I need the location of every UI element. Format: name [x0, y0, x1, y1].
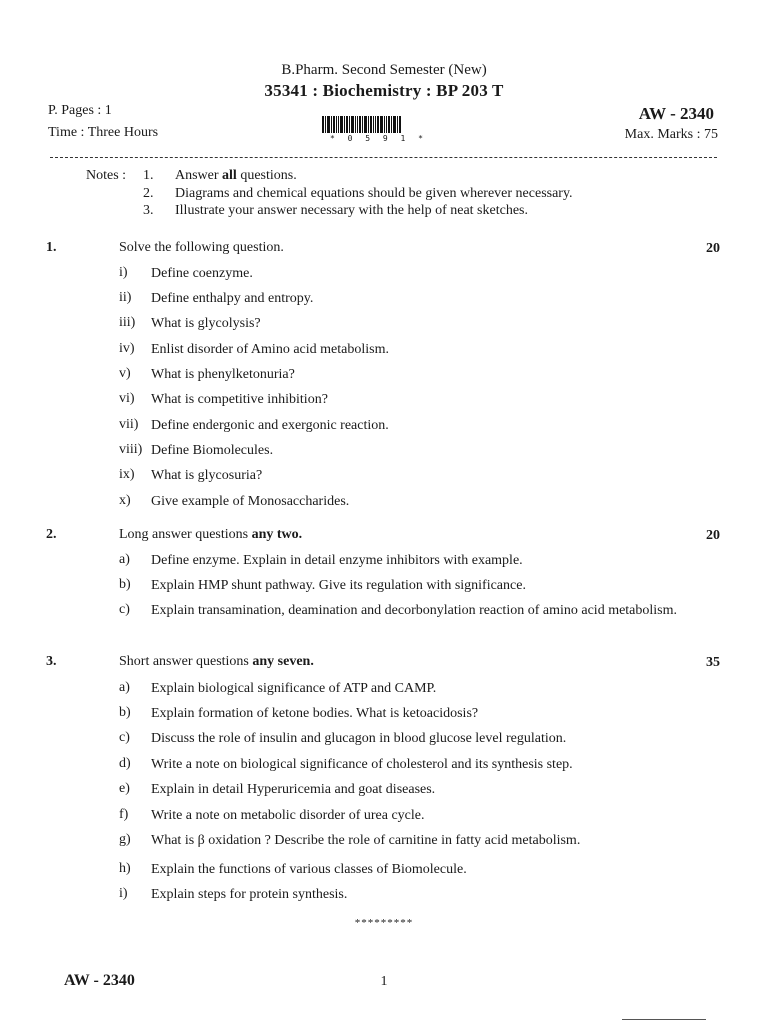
sub-question-key: i)	[119, 265, 128, 280]
sub-question	[119, 861, 679, 879]
sub-question-key: f)	[119, 807, 129, 822]
sub-question-text: Enlist disorder of Amino acid metabolism.	[151, 342, 389, 357]
note-number: 3.	[143, 203, 154, 218]
sub-question	[119, 552, 679, 570]
notes-label: Notes :	[86, 168, 127, 183]
sub-question-key: b)	[119, 577, 131, 592]
sub-question	[119, 705, 679, 723]
sub-question-text: Define enthalpy and entropy.	[151, 291, 314, 306]
paper-code: AW - 2340	[638, 104, 714, 123]
sub-question-key: iv)	[119, 341, 135, 356]
sub-question-text: What is phenylketonuria?	[151, 367, 295, 382]
sub-question	[119, 602, 679, 620]
sub-question-text: Define enzyme. Explain in detail enzyme inhibitors with example.	[151, 553, 523, 568]
barcode-image	[322, 116, 414, 133]
sub-question-text: What is competitive inhibition?	[151, 392, 328, 407]
sub-question-text: Write a note on metabolic disorder of urea cycle.	[151, 808, 425, 823]
question-number: 3.	[46, 654, 57, 669]
sub-question-key: b)	[119, 705, 131, 720]
sub-question	[119, 442, 679, 460]
sub-question-text: Explain formation of ketone bodies. What is ketoacidosis?	[151, 706, 479, 721]
sub-question-text: Define coenzyme.	[151, 266, 253, 281]
sub-question-text: Explain in detail Hyperuricemia and goat diseases.	[151, 782, 436, 797]
sub-question	[119, 417, 679, 435]
question-number: 2.	[46, 527, 57, 542]
sub-question-key: d)	[119, 756, 131, 771]
note-text: Illustrate your answer necessary with the help of neat sketches.	[175, 203, 528, 218]
sub-question-text: Explain HMP shunt pathway. Give its regulation with significance.	[151, 578, 526, 593]
sub-question	[119, 315, 679, 333]
sub-question	[119, 366, 679, 384]
barcode-number: * 0 5 9 1 *	[330, 134, 427, 143]
question-marks: 20	[706, 528, 720, 543]
question-title: Solve the following question.	[119, 240, 284, 255]
question-number: 1.	[46, 240, 57, 255]
sub-question-text: Explain transamination, deamination and decorbonylation reaction of amino acid metabolism.	[151, 603, 678, 618]
sub-question	[119, 467, 679, 485]
sub-question-key: c)	[119, 730, 130, 745]
page-count: P. Pages : 1	[48, 103, 112, 118]
sub-question-key: viii)	[119, 442, 143, 457]
sub-question-text: Explain biological significance of ATP and CAMP.	[151, 681, 437, 696]
question-marks: 35	[706, 655, 720, 670]
paper-title: 35341 : Biochemistry : BP 203 T	[264, 81, 504, 100]
sub-question	[119, 391, 679, 409]
sub-question-text: Give example of Monosaccharides.	[151, 494, 350, 509]
sub-question-key: e)	[119, 781, 130, 796]
page-number: 1	[380, 974, 388, 989]
sub-question	[119, 680, 679, 698]
sub-question	[119, 832, 679, 850]
end-marker: *********	[354, 917, 414, 929]
sub-question	[119, 756, 679, 774]
question-title: Short answer questions any seven.	[119, 654, 314, 669]
sub-question-text: Define endergonic and exergonic reaction.	[151, 418, 389, 433]
note-number: 2.	[143, 186, 154, 201]
sub-question-text: Write a note on biological significance of cholesterol and its synthesis step.	[151, 757, 573, 772]
sub-question-key: v)	[119, 366, 131, 381]
footer-paper-code: AW - 2340	[64, 972, 135, 989]
sub-question-text: What is β oxidation ? Describe the role of carnitine in fatty acid metabolism.	[151, 833, 581, 848]
sub-question-key: iii)	[119, 315, 136, 330]
sub-question-key: vii)	[119, 417, 139, 432]
sub-question-text: Define Biomolecules.	[151, 443, 274, 458]
note-item	[143, 186, 573, 202]
header-divider	[50, 157, 717, 158]
sub-question-key: a)	[119, 680, 130, 695]
sub-question-text: Discuss the role of insulin and glucagon in blood glucose level regulation.	[151, 731, 567, 746]
sub-question	[119, 341, 679, 359]
sub-question	[119, 781, 679, 799]
note-text: Diagrams and chemical equations should be given wherever necessary.	[175, 186, 573, 201]
sub-question	[119, 886, 679, 904]
sub-question-key: ix)	[119, 467, 135, 482]
sub-question-key: c)	[119, 602, 130, 617]
sub-question-text: Explain the functions of various classes of Biomolecule.	[151, 862, 467, 877]
sub-question	[119, 290, 679, 308]
sub-question	[119, 493, 679, 511]
note-number: 1.	[143, 168, 154, 183]
corner-line	[622, 1019, 706, 1020]
sub-question-text: Explain steps for protein synthesis.	[151, 887, 348, 902]
sub-question-text: What is glycosuria?	[151, 468, 263, 483]
sub-question-key: x)	[119, 493, 131, 508]
sub-question-key: vi)	[119, 391, 135, 406]
course-heading: B.Pharm. Second Semester (New)	[281, 62, 487, 78]
sub-question-key: a)	[119, 552, 130, 567]
sub-question-key: g)	[119, 832, 131, 847]
question-title: Long answer questions any two.	[119, 527, 303, 542]
sub-question	[119, 265, 679, 283]
sub-question	[119, 807, 679, 825]
note-item	[143, 168, 297, 184]
sub-question-key: h)	[119, 861, 131, 876]
note-text: Answer all questions.	[175, 168, 297, 183]
sub-question-key: i)	[119, 886, 128, 901]
sub-question	[119, 577, 679, 595]
max-marks: Max. Marks : 75	[624, 127, 718, 142]
note-item	[143, 203, 528, 219]
question-marks: 20	[706, 241, 720, 256]
sub-question-key: ii)	[119, 290, 132, 305]
sub-question-text: What is glycolysis?	[151, 316, 261, 331]
sub-question	[119, 730, 679, 748]
exam-duration: Time : Three Hours	[48, 125, 159, 140]
